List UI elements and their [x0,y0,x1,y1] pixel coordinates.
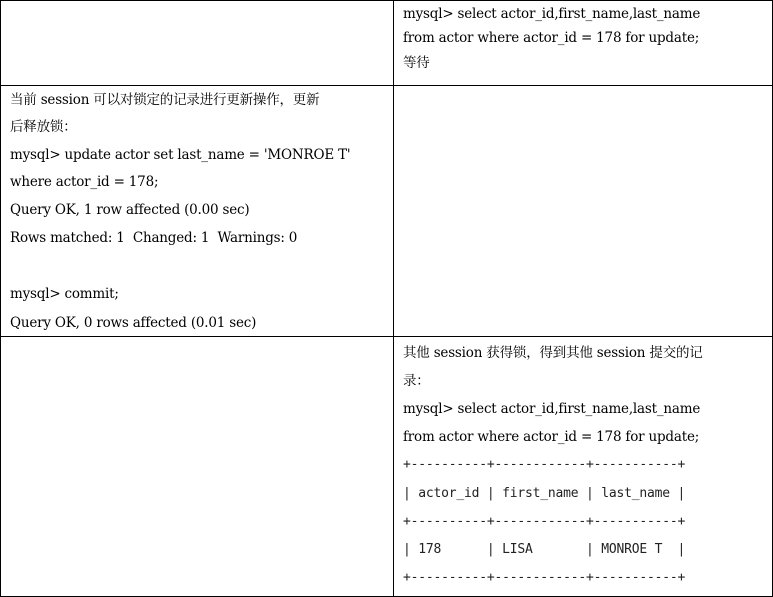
result-table-border-top: +----------+------------+-----------+ [403,457,686,472]
row3-left-cell [0,336,394,597]
session-a-update-line-2: where actor_id = 178; [10,174,159,190]
session-b-select2-line-1: mysql> select actor_id,first_name,last_name [403,401,701,417]
session-b-result-desc-1: 其他 session 获得锁，得到其他 session 提交的记 [403,345,703,361]
result-table-border-mid: +----------+------------+-----------+ [403,514,686,529]
result-table-row: | 178 | LISA | MONROE T | [403,542,686,557]
session-a-commit: mysql> commit; [10,286,119,302]
session-b-result-desc-2: 录： [403,373,430,389]
session-a-query-ok-1: Query OK, 1 row affected (0.00 sec) [10,202,250,218]
session-a-desc-line-1: 当前 session 可以对锁定的记录进行更新操作，更新 [10,92,320,108]
session-a-query-ok-2: Query OK, 0 rows affected (0.01 sec) [10,315,257,331]
result-table-border-bottom: +----------+------------+-----------+ [403,570,686,585]
row1-left-cell [0,0,394,86]
session-a-rows-matched: Rows matched: 1 Changed: 1 Warnings: 0 [10,230,298,246]
session-b-wait-text: 等待 [403,55,430,71]
session-b-select-line-2: from actor where actor_id = 178 for update; [403,30,700,46]
session-a-desc-line-2: 后释放锁： [10,119,77,135]
session-b-select-line-1: mysql> select actor_id,first_name,last_name [403,6,701,22]
session-b-select2-line-2: from actor where actor_id = 178 for update; [403,429,700,445]
row2-right-cell [393,85,773,337]
result-table-header: | actor_id | first_name | last_name | [403,486,686,501]
session-a-update-line-1: mysql> update actor set last_name = 'MONROE T' [10,147,351,163]
